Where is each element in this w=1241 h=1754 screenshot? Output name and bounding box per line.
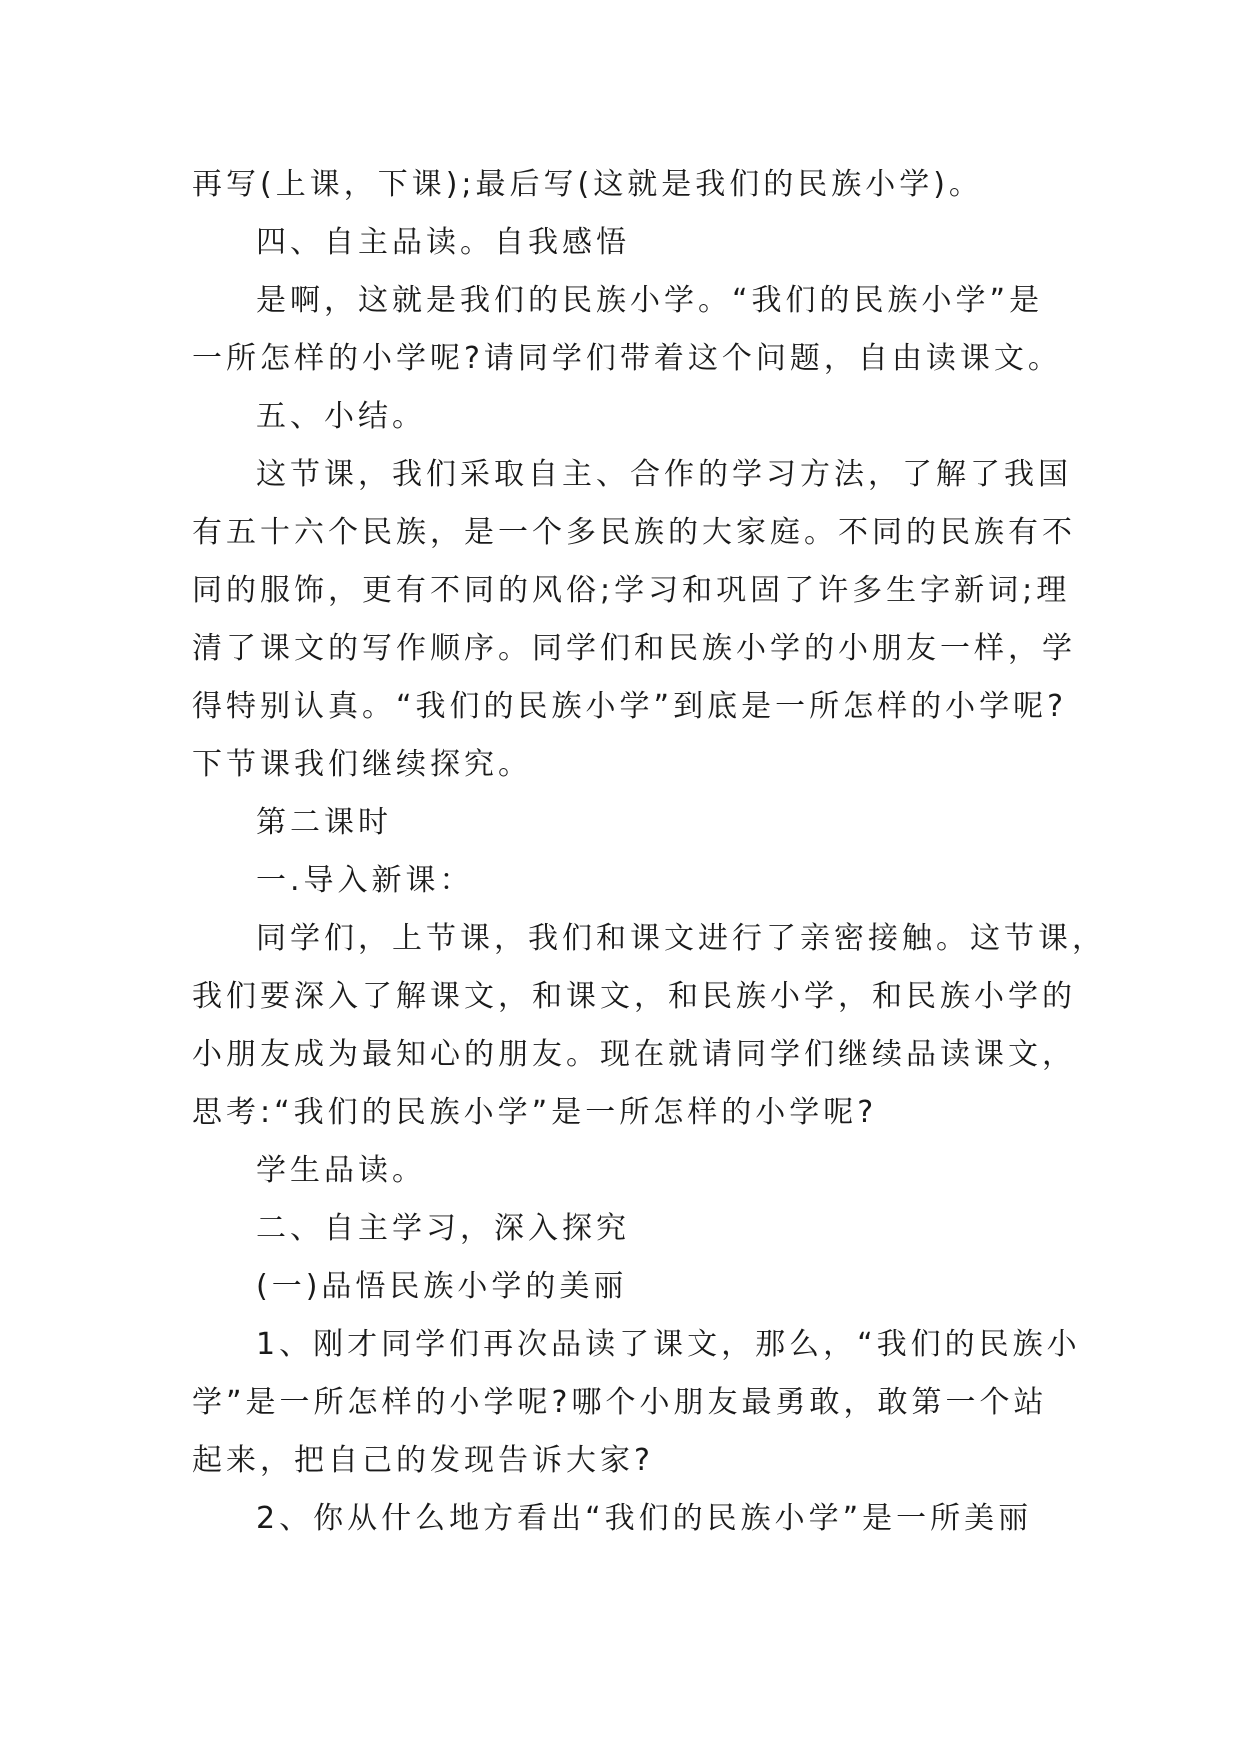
document-body	[192, 156, 1106, 1548]
text-line: 学生品读。	[256, 1153, 426, 1188]
text-line: 一所怎样的小学呢?请同学们带着这个问题，自由读课文。	[192, 341, 1062, 376]
text-line: 是啊，这就是我们的民族小学。“我们的民族小学”是	[256, 283, 1044, 318]
text-line: 我们要深入了解课文，和课文，和民族小学，和民族小学的	[192, 979, 1076, 1014]
section-heading: (一)品悟民族小学的美丽	[256, 1269, 628, 1304]
text-line: 学”是一所怎样的小学呢?哪个小朋友最勇敢，敢第一个站	[192, 1385, 1048, 1420]
section-heading: 四、自主品读。自我感悟	[256, 225, 630, 260]
text-line: 得特别认真。“我们的民族小学”到底是一所怎样的小学呢?	[192, 689, 1068, 724]
section-heading: 第二课时	[256, 805, 392, 840]
text-line: 同学们，上节课，我们和课文进行了亲密接触。这节课，	[256, 921, 1106, 956]
text-line: 小朋友成为最知心的朋友。现在就请同学们继续品读课文，	[192, 1037, 1076, 1072]
text-line: 1、刚才同学们再次品读了课文，那么，“我们的民族小	[256, 1327, 1081, 1362]
text-line: 下节课我们继续探究。	[192, 747, 532, 782]
section-heading: 一.导入新课：	[256, 863, 474, 898]
text-line: 清了课文的写作顺序。同学们和民族小学的小朋友一样，学	[192, 631, 1076, 666]
text-line: 起来，把自己的发现告诉大家?	[192, 1443, 654, 1478]
section-heading: 二、自主学习，深入探究	[256, 1211, 630, 1246]
text-line: 2、你从什么地方看出“我们的民族小学”是一所美丽	[256, 1501, 1033, 1536]
text-line: 思考:“我们的民族小学”是一所怎样的小学呢?	[192, 1095, 878, 1130]
text-line: 有五十六个民族，是一个多民族的大家庭。不同的民族有不	[192, 515, 1076, 550]
section-heading: 五、小结。	[256, 399, 426, 434]
text-line: 这节课，我们采取自主、合作的学习方法，了解了我国	[256, 457, 1072, 492]
text-line: 同的服饰，更有不同的风俗;学习和巩固了许多生字新词;理	[192, 573, 1071, 608]
text-line: 再写(上课，下课);最后写(这就是我们的民族小学)。	[192, 167, 983, 202]
